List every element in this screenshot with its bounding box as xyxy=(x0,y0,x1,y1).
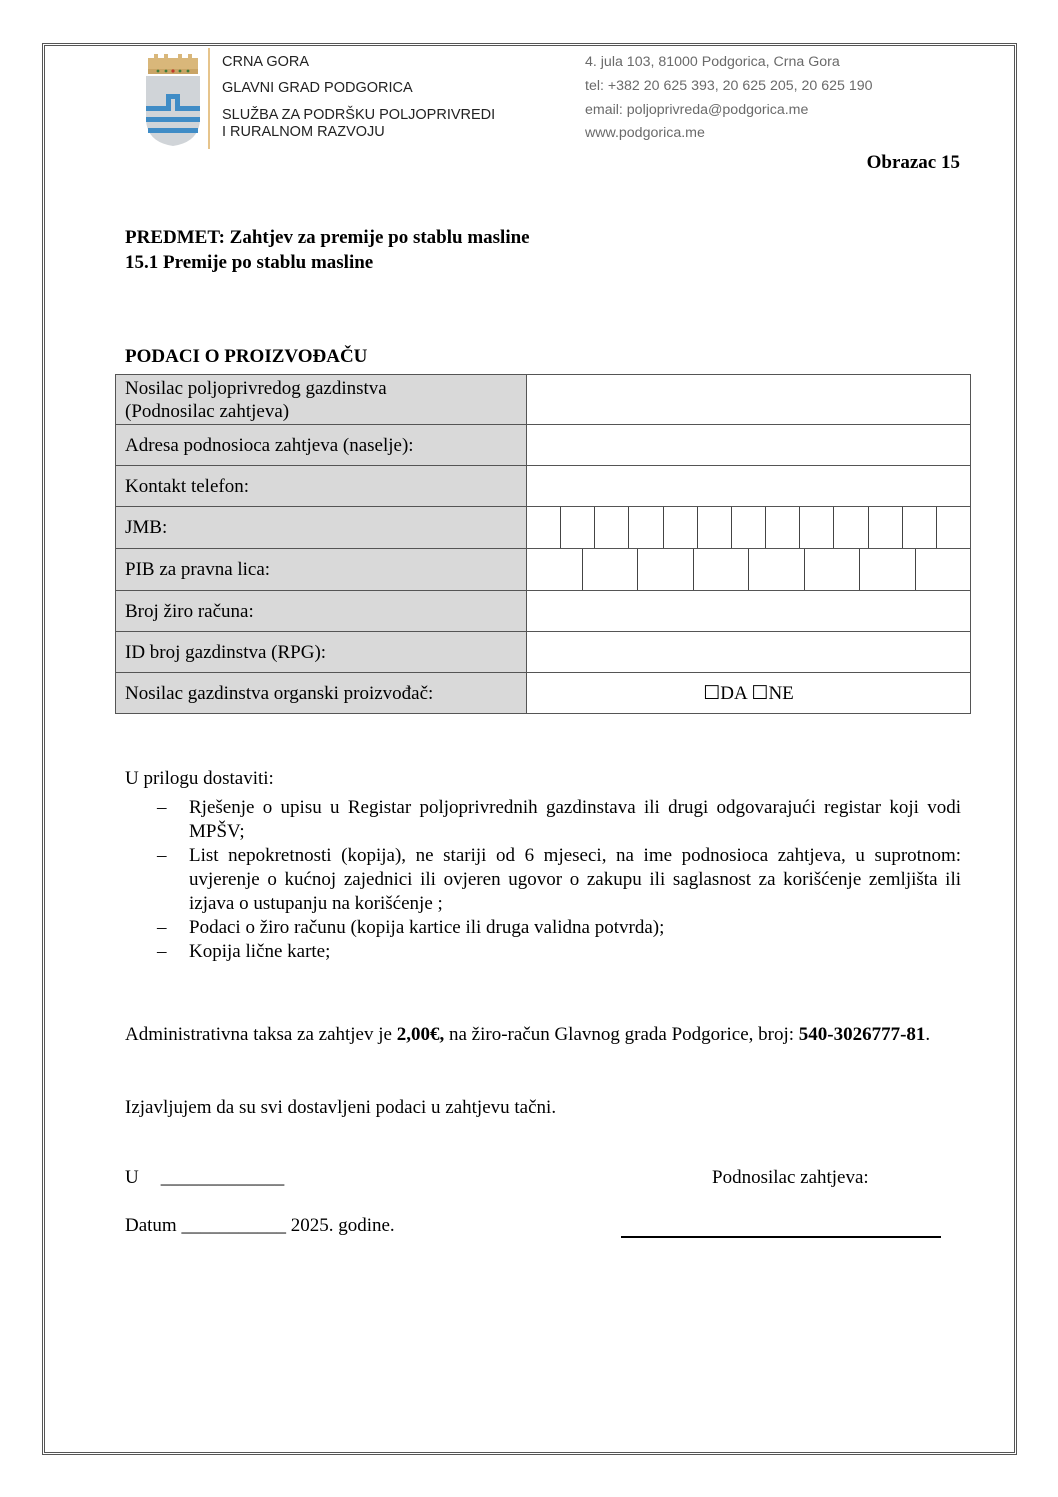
field-label xyxy=(116,375,527,425)
fee-amount: 2,00€, xyxy=(396,1024,445,1045)
holder-name-field[interactable] xyxy=(527,375,971,425)
org-line: GLAVNI GRAD PODGORICA xyxy=(222,80,413,96)
jmb-digit-box[interactable] xyxy=(664,507,698,548)
declaration-text: Izjavljujem da su svi dostavljeni podaci u zahtjevu tačni. xyxy=(125,1097,557,1118)
attachments-title: U prilogu dostaviti: xyxy=(125,768,274,789)
org-line: CRNA GORA xyxy=(222,54,310,70)
checkbox-da[interactable]: ☐DA xyxy=(703,682,747,704)
jmb-digit-box[interactable] xyxy=(527,507,561,548)
table-row xyxy=(116,591,971,632)
list-item xyxy=(125,844,961,916)
jmb-digit-box[interactable] xyxy=(834,507,868,548)
jmb-digit-box[interactable] xyxy=(766,507,800,548)
signature-line[interactable] xyxy=(621,1236,941,1238)
fee-text: . xyxy=(925,1024,931,1045)
place-label: U xyxy=(125,1167,139,1188)
place-line xyxy=(125,1167,284,1189)
label-line: Nosilac poljoprivredog gazdinstva xyxy=(125,377,387,399)
account-number: 540-3026777-81 xyxy=(798,1024,926,1045)
table-row xyxy=(116,425,971,466)
list-item-text: Podaci o žiro računu (kopija kartice ili druga validna potvrda); xyxy=(189,917,665,938)
jmb-digit-box[interactable] xyxy=(937,507,970,548)
table-row xyxy=(116,507,971,549)
fee-text: na žiro-račun Glavnog grada Podgorice, broj: xyxy=(444,1024,799,1045)
field-label: Kontakt telefon: xyxy=(116,466,527,507)
dash-bullet-icon: – xyxy=(157,797,167,818)
list-item-text: List nepokretnosti (kopija), ne stariji od 6 mjeseci, na ime podnosioca zahtjeva, u suprotnom: uvjerenje o kućnoj zajednici ili ovjeren ugovor o zakupu ili saglasnost za korišćenje zemljišta ili izjava o ustupanju na korišćenje ; xyxy=(189,845,961,914)
table-row xyxy=(116,673,971,714)
section-heading: PODACI O PROIZVOĐAČU xyxy=(125,346,368,367)
bank-account-field[interactable] xyxy=(527,591,971,632)
field-label: Nosilac gazdinstva organski proizvođač: xyxy=(116,673,527,714)
jmb-digit-box[interactable] xyxy=(903,507,937,548)
field-label: PIB za pravna lica: xyxy=(116,549,527,591)
fee-text: Administrativna taksa za zahtjev je xyxy=(125,1024,397,1045)
pib-digit-grid xyxy=(527,549,970,590)
org-line: I RURALNOM RAZVOJU xyxy=(222,124,385,140)
table-row xyxy=(116,375,971,425)
jmb-digit-box[interactable] xyxy=(732,507,766,548)
dash-bullet-icon: – xyxy=(157,845,167,866)
header-divider xyxy=(208,48,210,149)
field-label: ID broj gazdinstva (RPG): xyxy=(116,632,527,673)
jmb-digit-box[interactable] xyxy=(869,507,903,548)
address-field[interactable] xyxy=(527,425,971,466)
subject-heading xyxy=(125,225,530,275)
date-blank-field[interactable]: ___________ xyxy=(181,1215,286,1236)
date-line xyxy=(125,1215,395,1237)
date-suffix: 2025. godine. xyxy=(290,1215,395,1236)
jmb-digit-grid xyxy=(527,507,970,548)
checkbox-ne[interactable]: ☐NE xyxy=(751,682,794,704)
pib-digit-box[interactable] xyxy=(583,549,639,590)
pib-digit-box[interactable] xyxy=(916,549,971,590)
subsection-line: 15.1 Premije po stablu masline xyxy=(125,252,374,273)
pib-digit-box[interactable] xyxy=(805,549,861,590)
coat-of-arms-icon xyxy=(144,50,202,148)
jmb-digit-box[interactable] xyxy=(561,507,595,548)
website-link[interactable]: www.podgorica.me xyxy=(585,125,705,141)
applicant-label: Podnosilac zahtjeva: xyxy=(712,1167,869,1188)
organic-producer-options xyxy=(527,673,971,714)
org-line: SLUŽBA ZA PODRŠKU POLJOPRIVREDI xyxy=(222,107,496,123)
table-row xyxy=(116,549,971,591)
phone-field[interactable] xyxy=(527,466,971,507)
list-item xyxy=(125,796,961,844)
pib-digit-box[interactable] xyxy=(860,549,916,590)
list-item xyxy=(125,916,961,940)
phone: tel: +382 20 625 393, 20 625 205, 20 625 190 xyxy=(585,78,873,94)
table-row xyxy=(116,632,971,673)
list-item-text: Rješenje o upisu u Registar poljoprivrednih gazdinstava ili drugi odgovarajući registar koji vodi MPŠV; xyxy=(189,797,961,842)
field-label: Adresa podnosioca zahtjeva (naselje): xyxy=(116,425,527,466)
subject-line: PREDMET: Zahtjev za premije po stablu masline xyxy=(125,227,530,248)
date-label: Datum xyxy=(125,1215,177,1236)
jmb-digit-box[interactable] xyxy=(595,507,629,548)
jmb-digit-box[interactable] xyxy=(800,507,834,548)
place-blank-field[interactable]: _____________ xyxy=(160,1167,285,1188)
jmb-field xyxy=(527,507,971,549)
pib-digit-box[interactable] xyxy=(749,549,805,590)
field-label: Broj žiro računa: xyxy=(116,591,527,632)
jmb-digit-box[interactable] xyxy=(698,507,732,548)
field-label: JMB: xyxy=(116,507,527,549)
jmb-digit-box[interactable] xyxy=(629,507,663,548)
pib-digit-box[interactable] xyxy=(527,549,583,590)
form-number: Obrazac 15 xyxy=(866,152,960,173)
address: 4. jula 103, 81000 Podgorica, Crna Gora xyxy=(585,54,840,70)
dash-bullet-icon: – xyxy=(157,941,167,962)
rpg-id-field[interactable] xyxy=(527,632,971,673)
table-row xyxy=(116,466,971,507)
attachments-list xyxy=(125,796,961,964)
pib-field xyxy=(527,549,971,591)
dash-bullet-icon: – xyxy=(157,917,167,938)
list-item-text: Kopija lične karte; xyxy=(189,941,331,962)
list-item xyxy=(125,940,961,964)
producer-data-table xyxy=(115,374,971,714)
email-link[interactable]: email: poljoprivreda@podgorica.me xyxy=(585,102,809,118)
label-line: (Podnosilac zahtjeva) xyxy=(125,400,290,422)
pib-digit-box[interactable] xyxy=(694,549,750,590)
fee-paragraph xyxy=(125,1022,961,1047)
pib-digit-box[interactable] xyxy=(638,549,694,590)
